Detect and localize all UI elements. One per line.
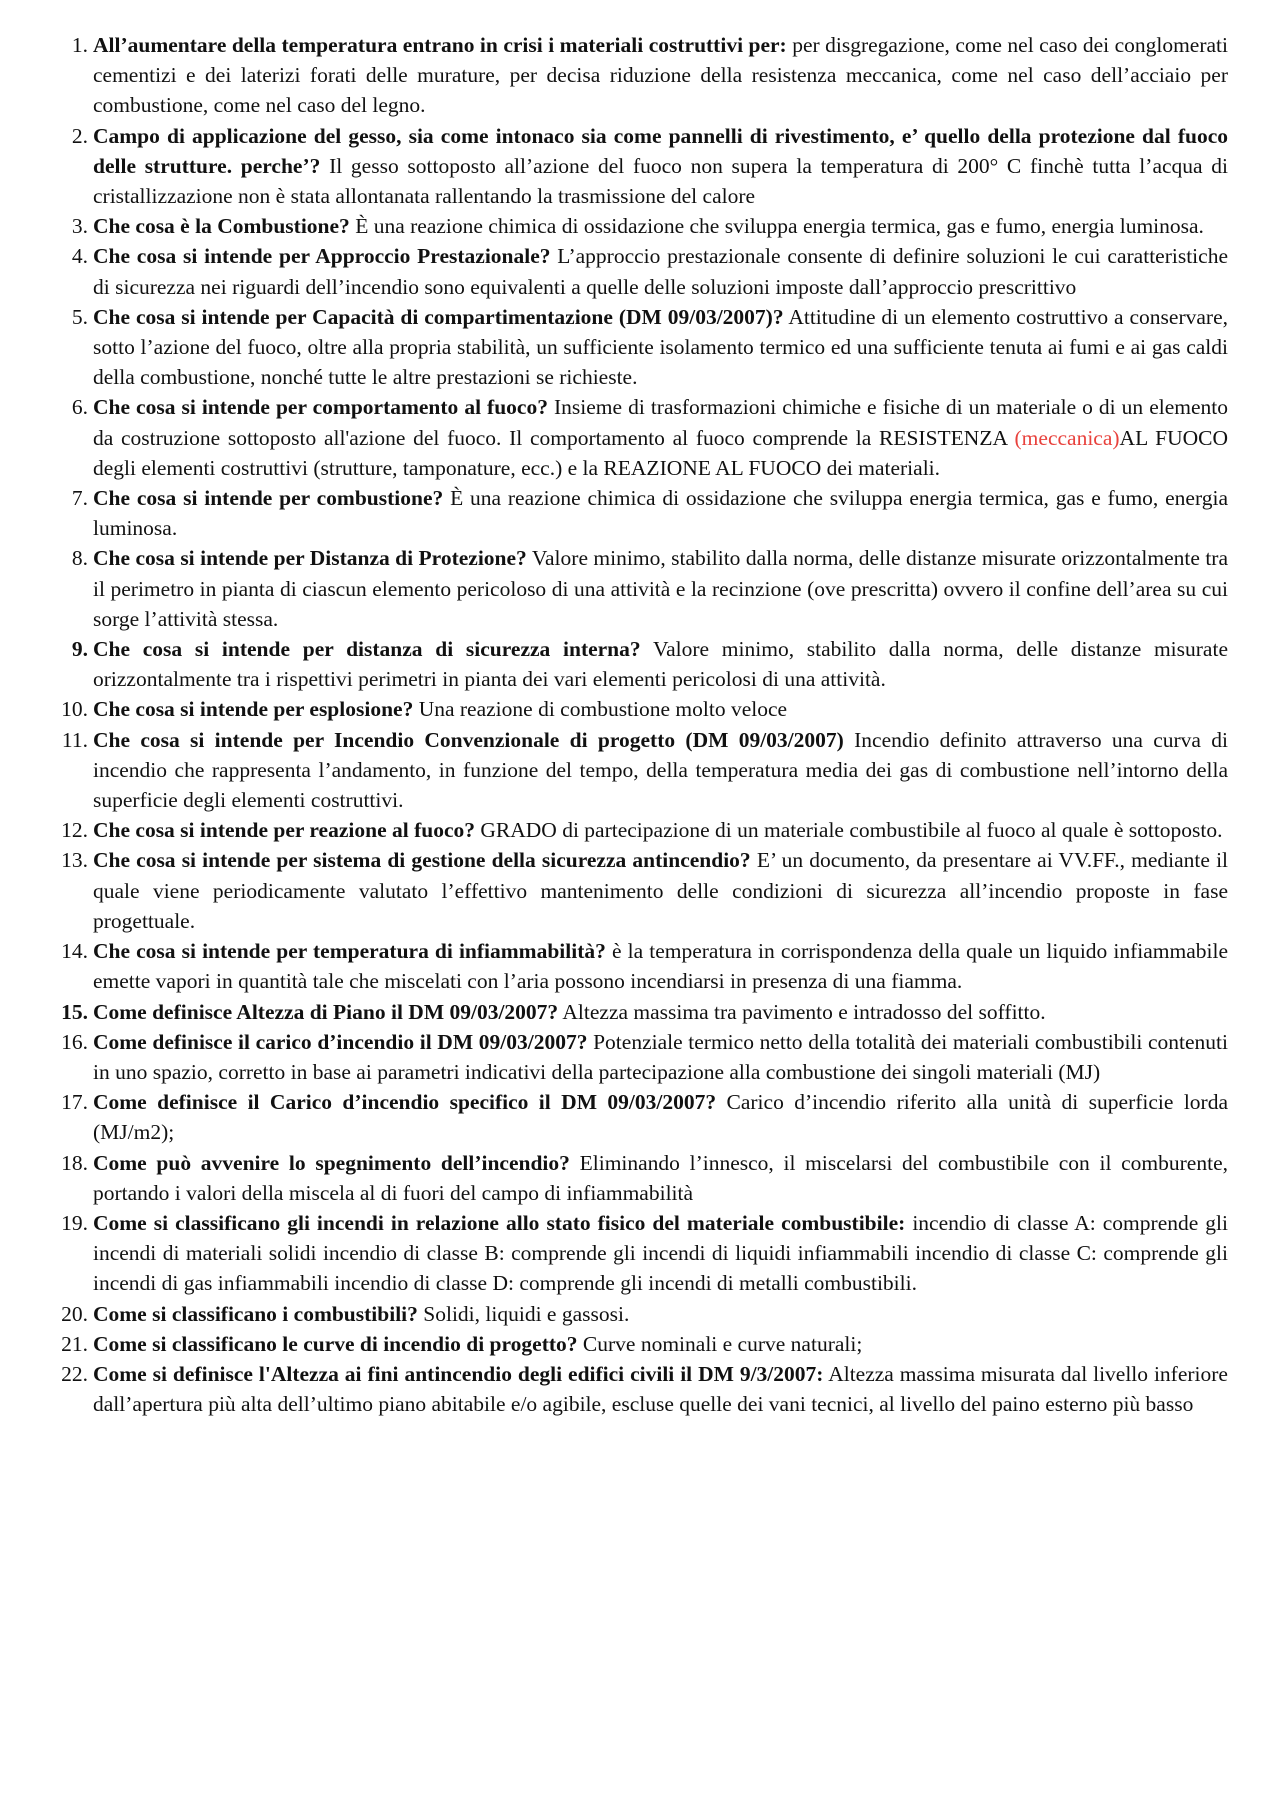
list-item bbox=[60, 1329, 1228, 1359]
item-number: 20. bbox=[61, 1301, 88, 1326]
answer: È una reazione chimica di ossidazione che sviluppa energia termica, gas e fumo, energia luminosa. bbox=[93, 486, 1229, 541]
list-item bbox=[60, 845, 1228, 936]
question: Che cosa si intende per Incendio Convenzionale di progetto (DM 09/03/2007) bbox=[93, 727, 844, 752]
question: All’aumentare della temperatura entrano in crisi i materiali costruttivi per: bbox=[93, 33, 787, 57]
question: Come si classificano i combustibili? bbox=[93, 1301, 418, 1326]
item-number: 17. bbox=[61, 1090, 88, 1115]
answer: Eliminando l’innesco, il miscelarsi del combustibile con il comburente, portando i valori della miscela al di fuori del campo di infiammabilità bbox=[93, 1150, 1228, 1205]
item-number: 11. bbox=[61, 727, 88, 752]
list-item bbox=[60, 936, 1228, 996]
question: Come si definisce l'Altezza ai fini antincendio degli edifici civili il DM 9/3/2007: bbox=[93, 1361, 824, 1386]
list-item bbox=[60, 997, 1228, 1027]
question: Che cosa si intende per Distanza di Protezione? bbox=[93, 546, 527, 571]
answer: Il gesso sottoposto all’azione del fuoco non supera la temperatura di 200° C finchè tutta l’acqua di cristallizzazione non è stata allontanata rallentando la trasmissione del calore bbox=[93, 153, 1228, 209]
question: Che cosa si intende per sistema di gestione della sicurezza antincendio? bbox=[93, 848, 751, 873]
answer: Valore minimo, stabilito dalla norma, delle distanze misurate orizzontalmente tra i rispettivi perimetri in pianta dei vari elementi pericolosi di una attività. bbox=[93, 637, 1228, 692]
question: Che cosa si intende per combustione? bbox=[93, 486, 444, 511]
list-item bbox=[60, 483, 1228, 543]
list-item bbox=[60, 543, 1228, 634]
answer: è la temperatura in corrispondenza della quale un liquido infiammabile emette vapori in quantità tale che miscelati con l’aria possono incendiarsi in presenza di una fiamma. bbox=[93, 939, 1229, 994]
list-item bbox=[60, 1208, 1228, 1299]
item-number: 2. bbox=[71, 123, 88, 148]
answer: Incendio definito attraverso una curva di incendio che rappresenta l’andamento, in funzione del tempo, della temperatura media dei gas di combustione nell’intorno della superficie degli elementi costruttivi. bbox=[93, 727, 1228, 813]
item-number: 13. bbox=[61, 848, 88, 873]
list-item bbox=[60, 241, 1228, 301]
question: Come definisce il Carico d’incendio specifico il DM 09/03/2007? bbox=[93, 1090, 717, 1115]
item-number: 21. bbox=[61, 1331, 88, 1356]
list-item bbox=[60, 1148, 1228, 1208]
question: Come può avvenire lo spegnimento dell’incendio? bbox=[93, 1150, 570, 1175]
answer: Altezza massima misurata dal livello inferiore dall’apertura più alta dell’ultimo piano abitabile e/o agibile, escluse quelle dei vani tecnici, al livello del paino esterno più basso bbox=[93, 1361, 1228, 1417]
item-number: 19. bbox=[61, 1210, 88, 1235]
answer: L’approccio prestazionale consente di definire soluzioni le cui caratteristiche di sicurezza nei riguardi dell’incendio sono equivalenti a quelle delle soluzioni imposte dall’approccio prescrittivo bbox=[93, 244, 1228, 299]
list-item bbox=[60, 1027, 1228, 1087]
answer: Altezza massima tra pavimento e intradosso del soffitto. bbox=[562, 999, 1046, 1024]
list-item bbox=[60, 392, 1228, 483]
item-number: 9. bbox=[71, 637, 88, 662]
question: Come definisce il carico d’incendio il DM 09/03/2007? bbox=[93, 1029, 588, 1054]
list-item bbox=[60, 725, 1228, 816]
answer: Insieme di trasformazioni chimiche e fisiche di un materiale o di un elemento da costruzione sottoposto all'azione del fuoco. Il comportamento al fuoco comprende la RESISTENZA bbox=[93, 395, 1228, 450]
question: Campo di applicazione del gesso, sia come intonaco sia come pannelli di rivestimento, e’ quello della protezione dal fuoco delle strutture. perche’? bbox=[93, 123, 1228, 178]
list-item bbox=[60, 211, 1228, 241]
list-item bbox=[60, 30, 1228, 121]
item-number: 22. bbox=[61, 1361, 88, 1386]
list-item bbox=[60, 815, 1228, 845]
question: Come si classificano gli incendi in relazione allo stato fisico del materiale combustibile: bbox=[93, 1210, 906, 1235]
question: Che cosa si intende per reazione al fuoco? bbox=[93, 818, 475, 843]
item-number: 16. bbox=[61, 1029, 88, 1054]
list-item bbox=[60, 302, 1228, 393]
list-item bbox=[60, 634, 1228, 694]
question: Che cosa è la Combustione? bbox=[93, 214, 350, 239]
answer: È una reazione chimica di ossidazione che sviluppa energia termica, gas e fumo, energia luminosa. bbox=[355, 214, 1204, 239]
list-item bbox=[60, 1299, 1228, 1329]
item-number: 8. bbox=[71, 546, 88, 571]
list-item bbox=[60, 694, 1228, 724]
answer: Potenziale termico netto della totalità dei materiali combustibili contenuti in uno spazio, corretto in base ai parametri indicativi della partecipazione alla combustione dei singoli materiali (MJ) bbox=[93, 1029, 1229, 1084]
answer: E’ un documento, da presentare ai VV.FF., mediante il quale viene periodicamente valutato l’effettivo mantenimento delle condizioni di sicurezza all’incendio proposte in fase progettuale. bbox=[93, 848, 1229, 933]
list-item bbox=[60, 121, 1228, 212]
item-number: 7. bbox=[71, 486, 88, 511]
question: Che cosa si intende per esplosione? bbox=[93, 697, 414, 722]
item-number: 15. bbox=[61, 999, 88, 1024]
answer: Valore minimo, stabilito dalla norma, delle distanze misurate orizzontalmente tra il perimetro in pianta di ciascun elemento pericoloso di una attività e la recinzione (ove prescritta) ovvero il confine dell’area su cui sorge l’attività stessa. bbox=[93, 546, 1228, 631]
question: Che cosa si intende per Capacità di compartimentazione (DM 09/03/2007)? bbox=[93, 304, 784, 329]
answer: Curve nominali e curve naturali; bbox=[582, 1331, 863, 1356]
list-item bbox=[60, 1087, 1228, 1147]
answer: Solidi, liquidi e gassosi. bbox=[423, 1301, 630, 1326]
question: Che cosa si intende per temperatura di infiammabilità? bbox=[93, 939, 606, 964]
question: Che cosa si intende per distanza di sicurezza interna? bbox=[93, 637, 641, 662]
item-number: 3. bbox=[71, 214, 88, 239]
item-number: 5. bbox=[71, 304, 88, 329]
answer: GRADO di partecipazione di un materiale combustibile al fuoco al quale è sottoposto. bbox=[480, 818, 1223, 843]
answer: incendio di classe A: comprende gli incendi di materiali solidi incendio di classe B: comprende gli incendi di liquidi infiammabili incendio di classe C: comprende gli incendi di gas infiammabili incendio di classe D: comprende gli incendi di metalli combustibili. bbox=[93, 1210, 1228, 1296]
highlight-text: (meccanica) bbox=[1014, 425, 1120, 450]
item-number: 6. bbox=[71, 395, 88, 420]
list-item bbox=[60, 1359, 1228, 1419]
answer: Carico d’incendio riferito alla unità di superficie lorda (MJ/m2); bbox=[93, 1090, 1229, 1145]
item-number: 1. bbox=[71, 33, 88, 57]
item-number: 4. bbox=[71, 244, 88, 269]
item-number: 18. bbox=[61, 1150, 88, 1175]
item-number: 10. bbox=[61, 697, 88, 722]
answer: Attitudine di un elemento costruttivo a conservare, sotto l’azione del fuoco, oltre alla propria stabilità, un sufficiente isolamento termico ed una sufficiente tenuta ai fumi e ai gas caldi della combustione, nonché tutte le altre prestazioni se richieste. bbox=[93, 304, 1228, 390]
item-number: 12. bbox=[61, 818, 88, 843]
question: Come definisce Altezza di Piano il DM 09/03/2007? bbox=[93, 999, 559, 1024]
answer-continued: AL FUOCO degli elementi costruttivi (strutture, tamponature, ecc.) e la REAZIONE AL FUOCO dei materiali. bbox=[93, 425, 1228, 480]
question: Come si classificano le curve di incendio di progetto? bbox=[93, 1331, 578, 1356]
item-number: 14. bbox=[61, 939, 88, 964]
answer: Una reazione di combustione molto veloce bbox=[418, 697, 788, 722]
question: Che cosa si intende per Approccio Prestazionale? bbox=[93, 244, 551, 269]
qa-list bbox=[60, 30, 1228, 1419]
question: Che cosa si intende per comportamento al fuoco? bbox=[93, 395, 548, 420]
answer: per disgregazione, come nel caso dei conglomerati cementizi e dei laterizi forati delle murature, per decisa riduzione della resistenza meccanica, come nel caso dell’acciaio per combustione, come nel caso del legno. bbox=[93, 33, 1228, 118]
